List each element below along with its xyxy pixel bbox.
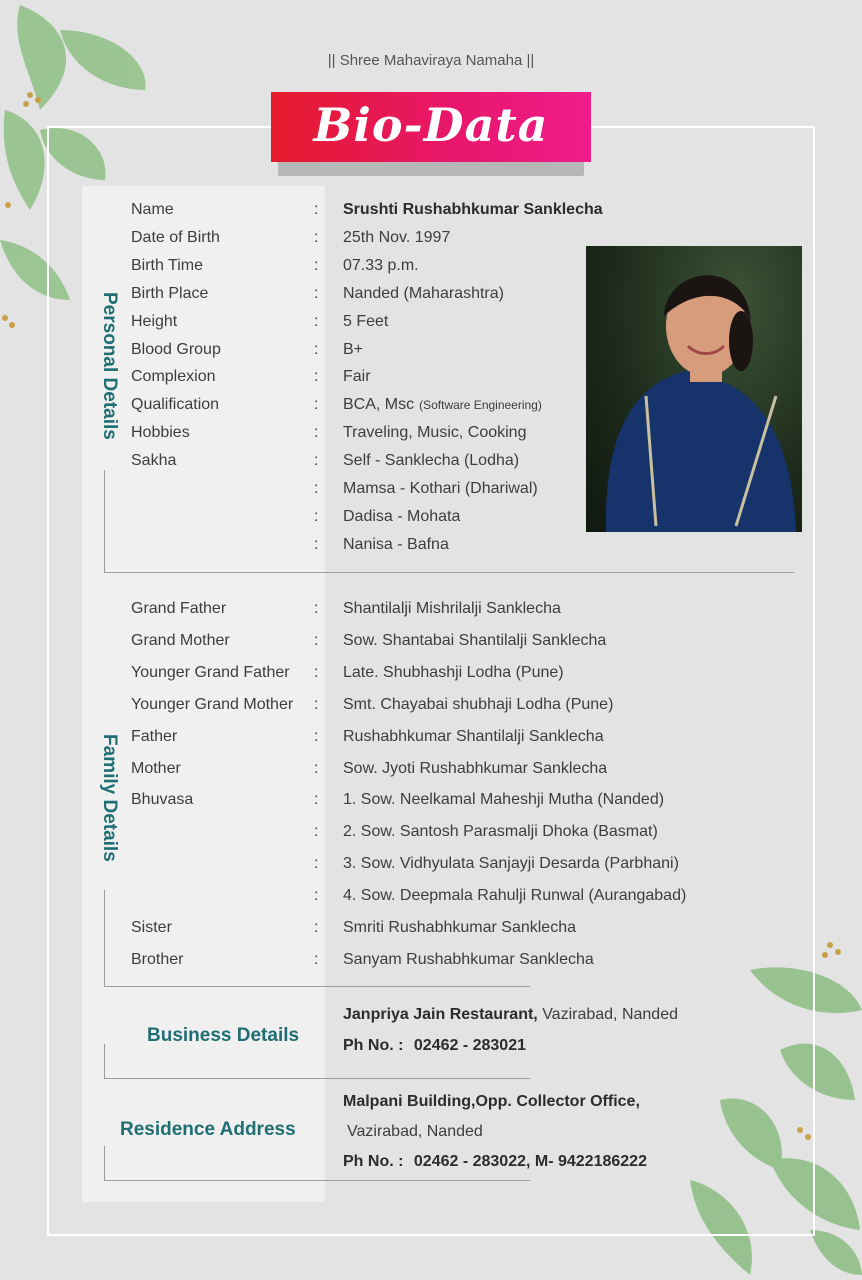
personal-colon: : xyxy=(314,312,319,330)
family-colon: : xyxy=(314,919,319,936)
family-colon: : xyxy=(314,600,319,617)
personal-value xyxy=(343,480,538,498)
family-label: Sister xyxy=(131,919,172,936)
family-value xyxy=(343,791,664,809)
residence-line-2: Vazirabad, Nanded xyxy=(347,1123,483,1140)
family-colon: : xyxy=(314,887,319,905)
family-label: Grand Father xyxy=(131,600,227,617)
personal-value-text: Fair xyxy=(343,368,371,386)
personal-colon: : xyxy=(314,396,319,414)
personal-value-text: 25th Nov. 1997 xyxy=(343,228,451,246)
family-label: Grand Mother xyxy=(131,631,230,649)
family-label: Father xyxy=(131,727,178,745)
personal-colon: : xyxy=(314,368,319,386)
personal-colon: : xyxy=(314,228,319,246)
family-colon: : xyxy=(314,855,319,873)
page-title: Bio-Data xyxy=(313,98,549,152)
family-colon: : xyxy=(314,759,319,777)
family-colon: : xyxy=(314,695,319,713)
family-value-text: 4. Sow. Deepmala Rahulji Runwal (Aurangabad) xyxy=(343,887,687,905)
personal-value xyxy=(343,536,449,554)
portrait-photo xyxy=(586,246,802,532)
personal-label: Blood Group xyxy=(131,340,221,358)
business-name-text: Janpriya Jain Restaurant, xyxy=(343,1006,538,1023)
personal-value-note: (Software Engineering) xyxy=(419,398,542,413)
personal-value xyxy=(343,341,363,359)
personal-value-text: Nanded (Maharashtra) xyxy=(343,284,504,302)
personal-value xyxy=(343,396,542,414)
business-phone: 02462 - 283021 xyxy=(413,1037,526,1054)
family-label: Mother xyxy=(131,759,181,777)
family-value xyxy=(343,600,561,618)
business-place: Vazirabad, Nanded xyxy=(537,1006,678,1023)
personal-label: Name xyxy=(131,201,174,218)
family-value xyxy=(343,728,604,746)
personal-label: Qualification xyxy=(131,396,220,414)
personal-label: Birth Time xyxy=(131,256,204,274)
personal-value-text: Traveling, Music, Cooking xyxy=(343,424,527,442)
family-colon: : xyxy=(314,791,319,809)
family-label: Brother xyxy=(131,950,184,968)
family-value-text: Sow. Shantabai Shantilalji Sanklecha xyxy=(343,631,607,649)
family-value-text: 3. Sow. Vidhyulata Sanjayji Desarda (Parbhani) xyxy=(343,855,679,873)
personal-colon: : xyxy=(314,452,319,470)
section-title-family: Family Details xyxy=(99,734,120,862)
personal-value xyxy=(343,368,371,386)
family-label: Bhuvasa xyxy=(131,791,194,809)
personal-value xyxy=(343,257,419,275)
family-value xyxy=(343,919,576,937)
section-title-personal: Personal Details xyxy=(99,292,120,440)
personal-value xyxy=(343,285,504,303)
family-value-text: 1. Sow. Neelkamal Maheshji Mutha (Nanded) xyxy=(343,791,665,809)
family-value-text: Smt. Chayabai shubhaji Lodha (Pune) xyxy=(343,695,614,713)
family-colon: : xyxy=(314,663,319,681)
personal-colon: : xyxy=(314,535,319,553)
personal-colon: : xyxy=(314,340,319,358)
personal-colon: : xyxy=(314,284,319,302)
family-label: Younger Grand Mother xyxy=(131,695,294,713)
personal-label: Date of Birth xyxy=(131,228,220,246)
divider-residence-vertical xyxy=(104,1146,105,1180)
personal-colon: : xyxy=(314,424,319,442)
divider-personal xyxy=(104,572,794,573)
personal-value-text: Self - Sanklecha (Lodha) xyxy=(343,452,520,470)
residence-phone-row xyxy=(343,1153,647,1171)
invocation-text: || Shree Mahaviraya Namaha || xyxy=(327,52,535,69)
residence-phone: 02462 - 283022, M- 9422186222 xyxy=(413,1153,647,1170)
residence-phone-label: Ph No. : xyxy=(343,1153,404,1170)
person-figure-icon xyxy=(586,246,802,532)
family-value xyxy=(343,696,613,714)
personal-value-text: Srushti Rushabhkumar Sanklecha xyxy=(343,201,603,218)
divider-personal-vertical xyxy=(104,470,105,572)
personal-value xyxy=(343,229,450,247)
personal-value xyxy=(343,313,388,331)
family-value-text: Sow. Jyoti Rushabhkumar Sanklecha xyxy=(343,759,608,777)
personal-label: Sakha xyxy=(131,452,177,470)
family-value xyxy=(343,855,679,873)
divider-business xyxy=(104,1078,530,1079)
personal-value-text: 5 Feet xyxy=(343,312,389,330)
personal-colon: : xyxy=(314,256,319,274)
personal-value xyxy=(343,201,603,219)
family-value-text: Late. Shubhashji Lodha (Pune) xyxy=(343,663,564,681)
personal-value-text: Mamsa - Kothari (Dhariwal) xyxy=(343,480,538,497)
family-colon: : xyxy=(314,823,319,841)
divider-family-vertical xyxy=(104,890,105,986)
personal-value-text: Dadisa - Mohata xyxy=(343,507,461,525)
family-colon: : xyxy=(314,631,319,649)
divider-residence xyxy=(104,1180,530,1181)
personal-label: Height xyxy=(131,312,178,330)
family-value xyxy=(343,760,607,778)
section-title-business: Business Details xyxy=(147,1025,300,1046)
personal-value xyxy=(343,508,460,526)
personal-value-text: B+ xyxy=(343,340,364,358)
personal-label: Hobbies xyxy=(131,424,190,442)
personal-value-text: 07.33 p.m. xyxy=(343,256,419,274)
family-value-text: Sanyam Rushabhkumar Sanklecha xyxy=(343,950,594,968)
business-name xyxy=(343,1006,678,1024)
family-value-text: Smriti Rushabhkumar Sanklecha xyxy=(343,919,576,936)
family-value-text: Rushabhkumar Shantilalji Sanklecha xyxy=(343,727,604,745)
personal-colon: : xyxy=(314,201,319,218)
personal-colon: : xyxy=(314,480,319,497)
family-value xyxy=(343,664,564,682)
personal-value xyxy=(343,424,526,442)
family-value xyxy=(343,632,606,650)
family-value-text: 2. Sow. Santosh Parasmalji Dhoka (Basmat) xyxy=(343,823,658,841)
personal-colon: : xyxy=(314,507,319,525)
personal-value xyxy=(343,452,519,470)
family-label: Younger Grand Father xyxy=(131,663,290,681)
personal-label: Complexion xyxy=(131,368,216,386)
business-phone-label: Ph No. : xyxy=(343,1037,404,1054)
title-shadow xyxy=(278,160,584,176)
family-value-text: Shantilalji Mishrilalji Sanklecha xyxy=(343,600,561,617)
residence-line-1: Malpani Building,Opp. Collector Office, xyxy=(343,1093,640,1110)
personal-value-text: BCA, Msc xyxy=(343,396,415,414)
section-title-residence: Residence Address xyxy=(120,1119,296,1140)
family-value xyxy=(343,887,686,905)
personal-label: Birth Place xyxy=(131,284,209,302)
divider-business-vertical xyxy=(104,1044,105,1078)
family-colon: : xyxy=(314,727,319,745)
personal-value-text: Nanisa - Bafna xyxy=(343,535,449,553)
divider-family xyxy=(104,986,530,987)
family-value xyxy=(343,823,658,841)
business-phone-row xyxy=(343,1037,526,1055)
family-colon: : xyxy=(314,950,319,968)
family-value xyxy=(343,951,594,969)
